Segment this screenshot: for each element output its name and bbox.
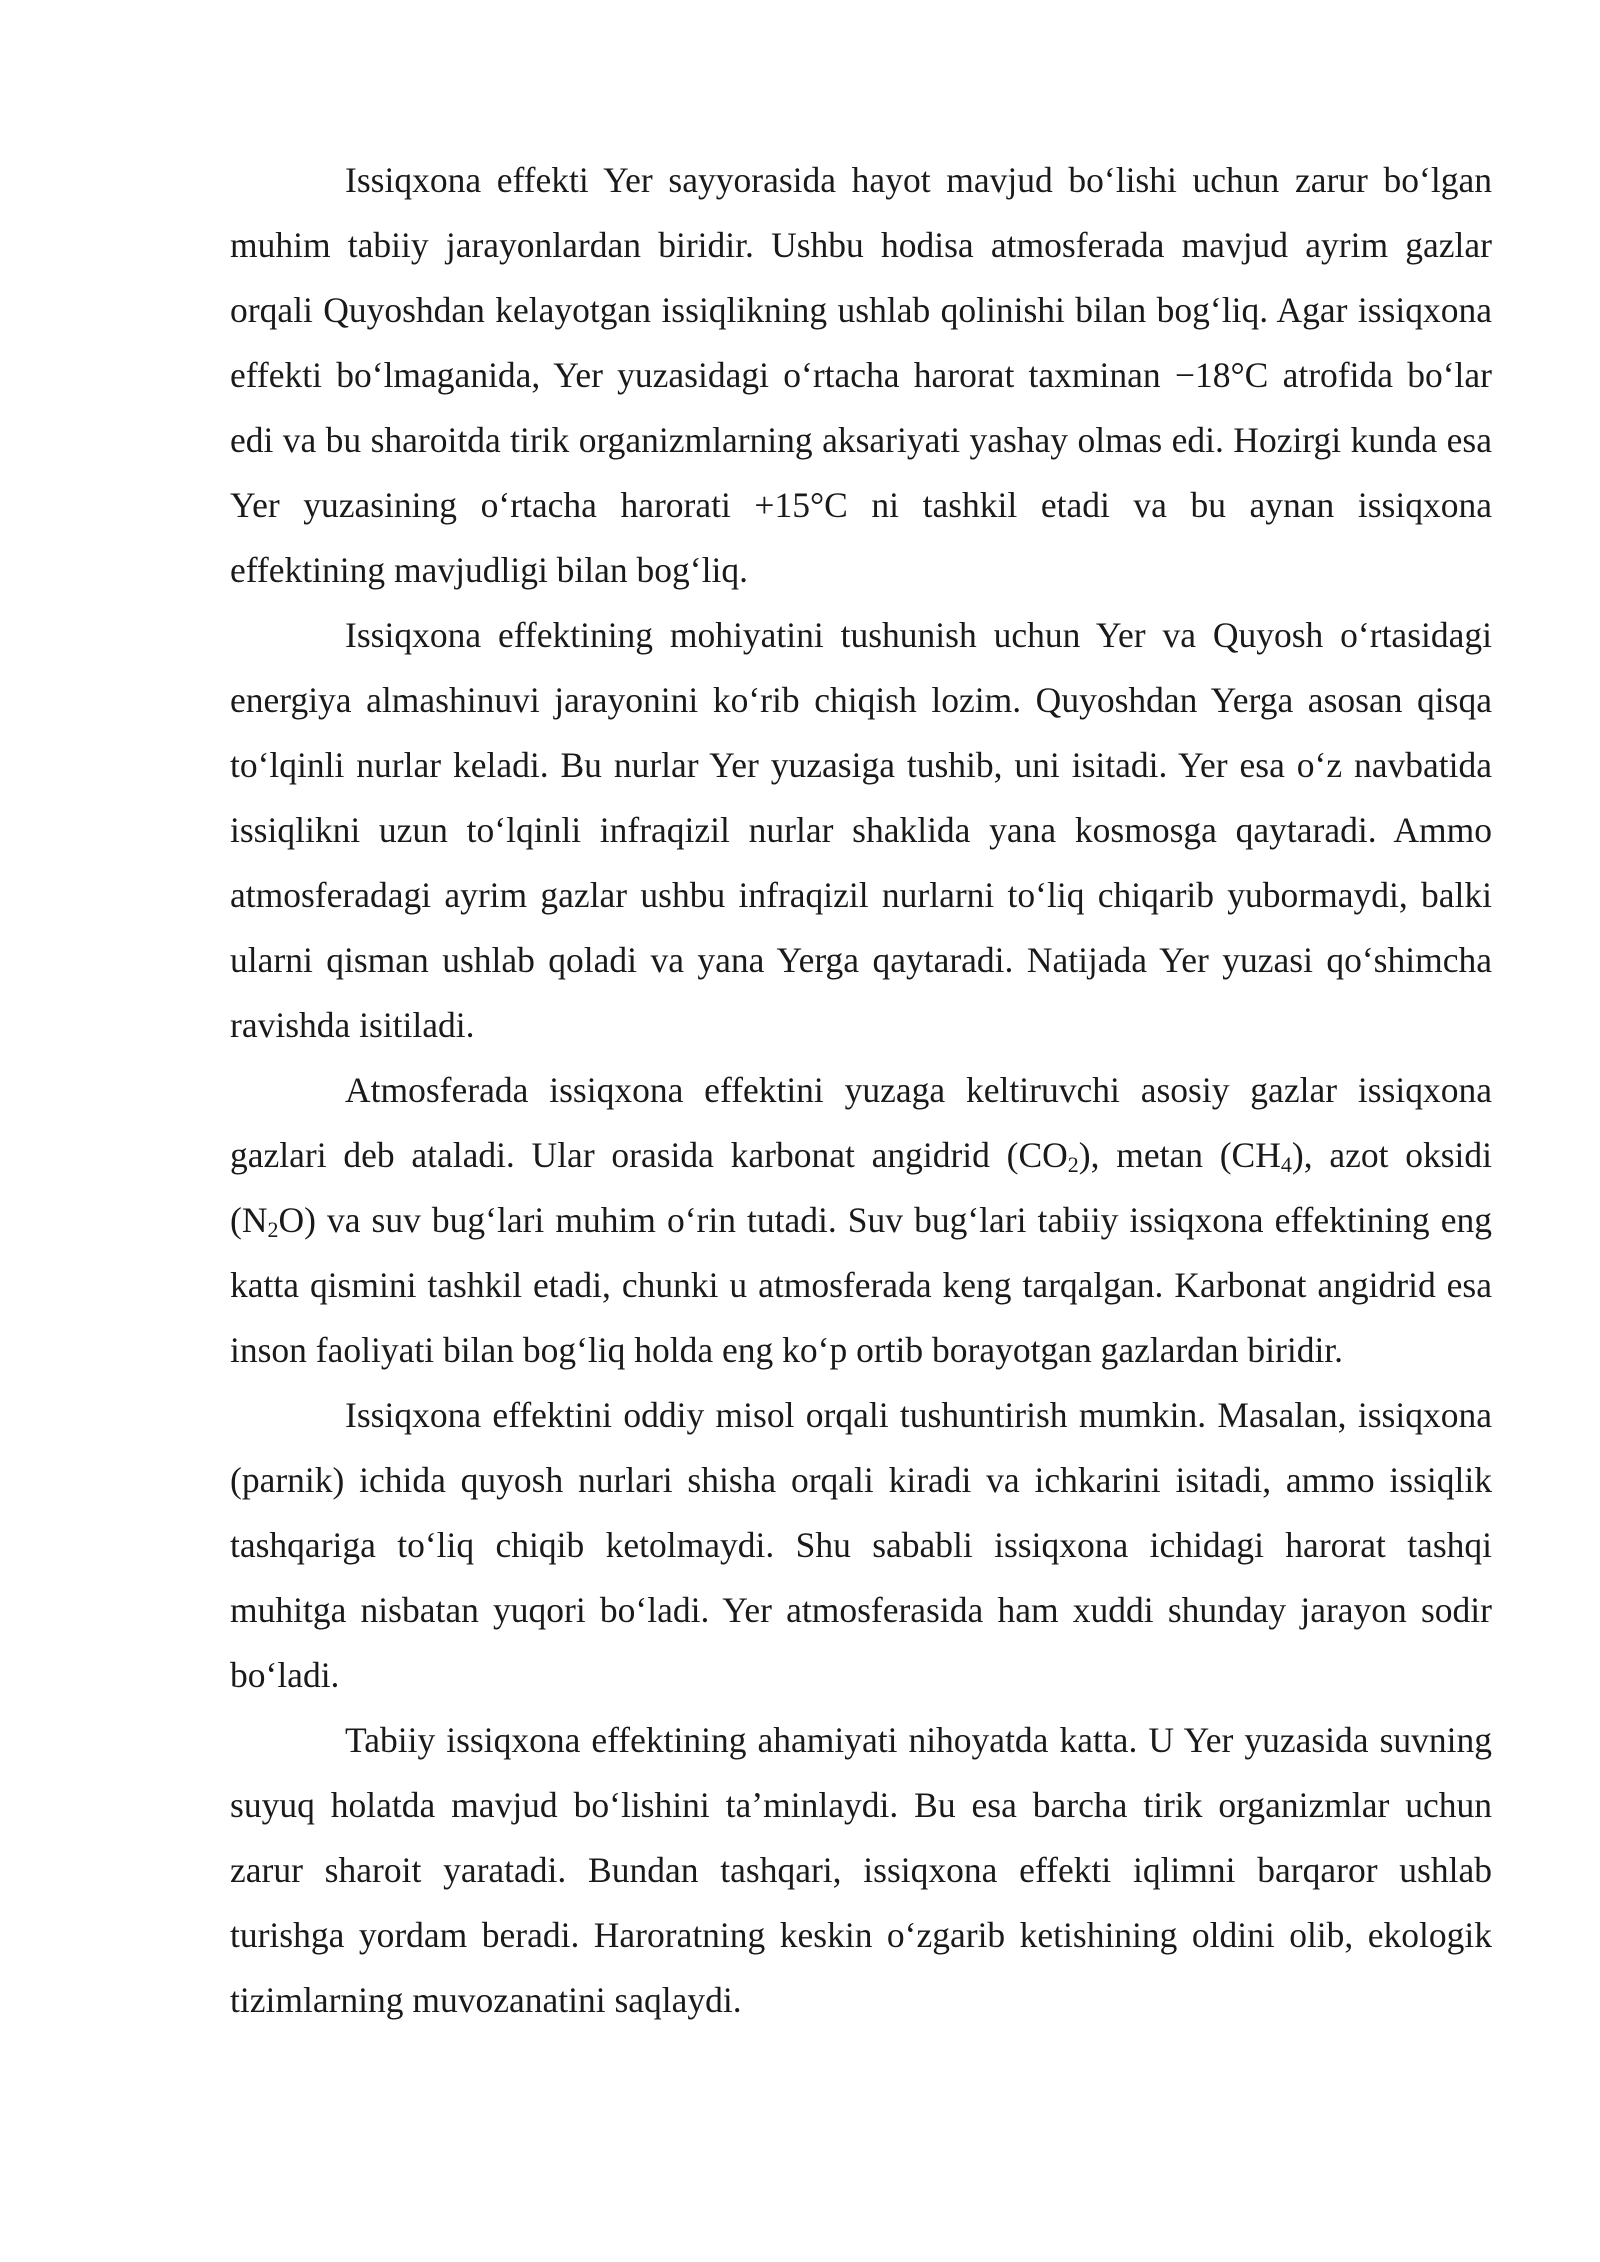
paragraph-4 (230, 1383, 1492, 1708)
paragraph-text: Issiqxona effektining mohiyatini tushunish uchun Yer va Quyosh oʻrtasidagi energiya almashinuvi jarayonini koʻrib chiqish lozim. Quyoshdan Yerga asosan qisqa toʻlqinli nurlar keladi. Bu nurlar Yer yuzasiga tushib, uni isitadi. Yer esa oʻz navbatida issiqlikni uzun toʻlqinli infraqizil nurlar shaklida yana kosmosga qaytaradi. Ammo atmosferadagi ayrim gazlar ushbu infraqizil nurlarni toʻliq chiqarib yubormaydi, balki ularni qisman ushlab qoladi va yana Yerga qaytaradi. Natijada Yer yuzasi qoʻshimcha ravishda isitiladi. (230, 615, 1492, 1045)
paragraph-text: Atmosferada issiqxona effektini yuzaga keltiruvchi asosiy gazlar issiqxona gazlari deb ataladi. Ular orasida karbonat angidrid (CO (230, 1070, 1492, 1175)
subscript: 2 (267, 1216, 279, 1242)
paragraph-text: Issiqxona effekti Yer sayyorasida hayot mavjud boʻlishi uchun zarur boʻlgan muhim tabiiy jarayonlardan biridir. Ushbu hodisa atmosferada mavjud ayrim gazlar orqali Quyoshdan kelayotgan issiqlikning ushlab qolinishi bilan bogʻliq. Agar issiqxona effekti boʻlmaganida, Yer yuzasidagi oʻrtacha harorat taxminan −18°C atrofida boʻlar edi va bu sharoitda tirik organizmlarning aksariyati yashay olmas edi. Hozirgi kunda esa Yer yuzasining oʻrtacha harorati +15°C ni tashkil etadi va bu aynan issiqxona effektining mavjudligi bilan bogʻliq. (230, 160, 1492, 590)
paragraph-text: Tabiiy issiqxona effektining ahamiyati nihoyatda katta. U Yer yuzasida suvning suyuq holatda mavjud boʻlishini taʼminlaydi. Bu esa barcha tirik organizmlar uchun zarur sharoit yaratadi. Bundan tashqari, issiqxona effekti iqlimni barqaror ushlab turishga yordam beradi. Haroratning keskin oʻzgarib ketishining oldini olib, ekologik tizimlarning muvozanatini saqlaydi. (230, 1720, 1492, 2020)
subscript: 2 (1067, 1151, 1079, 1177)
paragraph-text: ), metan (CH (1078, 1135, 1281, 1175)
paragraph-5 (230, 1708, 1492, 2033)
paragraph-1 (230, 148, 1492, 603)
body-text (230, 148, 1492, 2033)
paragraph-text: Issiqxona effektini oddiy misol orqali tushuntirish mumkin. Masalan, issiqxona (parnik) ichida quyosh nurlari shisha orqali kiradi va ichkarini isitadi, ammo issiqlik tashqariga toʻliq chiqib ketolmaydi. Shu sababli issiqxona ichidagi harorat tashqi muhitga nisbatan yuqori boʻladi. Yer atmosferasida ham xuddi shunday jarayon sodir boʻladi. (230, 1395, 1492, 1695)
paragraph-3 (230, 1058, 1492, 1383)
paragraph-text: O) va suv bugʻlari muhim oʻrin tutadi. Suv bugʻlari tabiiy issiqxona effektining eng katta qismini tashkil etadi, chunki u atmosferada keng tarqalgan. Karbonat angidrid esa inson faoliyati bilan bogʻliq holda eng koʻp ortib borayotgan gazlardan biridir. (230, 1200, 1492, 1370)
paragraph-2 (230, 603, 1492, 1058)
paragraph-text: ), azot oksidi (N (230, 1135, 1492, 1240)
subscript: 4 (1280, 1151, 1292, 1177)
